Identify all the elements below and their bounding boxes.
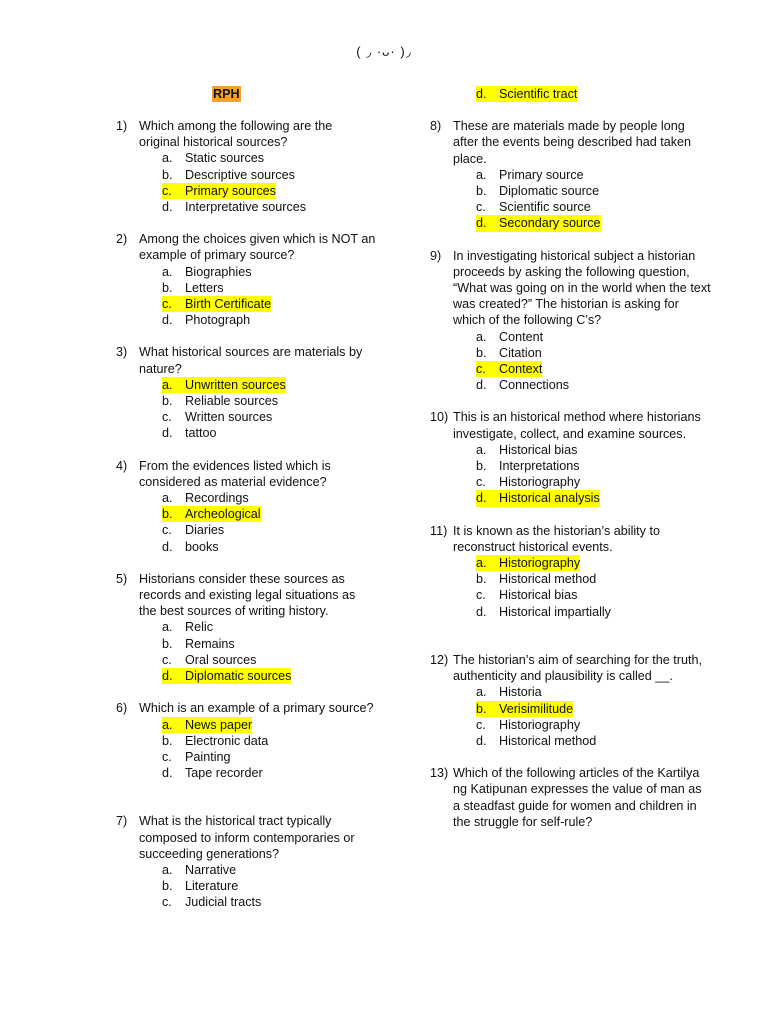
option-text: Historical bias [499,588,578,603]
answer-option [116,652,376,668]
option-letter: a. [162,862,173,877]
option-text: Content [499,329,544,344]
answer-option [430,199,712,215]
option-letter: d. [162,766,173,781]
answer-option [116,425,376,441]
question-header [116,700,376,716]
option-text: Historiography [499,556,581,571]
option-text: Historical bias [499,442,578,457]
option-text: Scientific source [499,200,591,215]
option-text: Interpretations [499,459,580,474]
option-letter: a. [476,329,487,344]
option-text: Historiography [499,475,581,490]
question-header [430,118,712,167]
question-header [430,765,712,830]
option-text: Recordings [185,491,249,506]
option-list [116,150,376,215]
question-item [430,652,712,749]
answer-option [116,264,376,280]
option-letter: d. [476,215,499,231]
question-item [116,700,376,781]
answer-option-highlighted [116,377,376,393]
option-letter: a. [476,442,487,457]
option-text: Historical impartially [499,604,611,619]
question-item [430,118,712,231]
option-text: tattoo [185,426,217,441]
answer-option [430,474,712,490]
option-letter: a. [476,167,487,182]
option-text: Scientific tract [499,87,578,101]
question-number: 13) [430,766,449,781]
option-letter: b. [476,572,487,587]
question-item [116,344,376,441]
question-item [430,523,712,620]
option-letter: a. [476,685,487,700]
option-letter: a. [162,264,173,279]
answer-option [430,684,712,700]
answer-option [116,894,376,910]
question-item [116,458,376,555]
option-letter: d. [476,733,487,748]
option-letter: d. [162,426,173,441]
option-text: Photograph [185,313,251,328]
option-text: Electronic data [185,733,269,748]
question-number: 2) [116,232,128,247]
option-letter: a. [162,717,185,733]
answer-option [116,862,376,878]
option-text: Unwritten sources [185,377,286,392]
option-letter: c. [476,475,486,490]
answer-option [116,539,376,555]
option-letter: d. [162,200,173,215]
option-text: Literature [185,879,239,894]
answer-option-highlighted [116,183,376,199]
option-list [116,264,376,329]
question-text: The historian’s aim of searching for the truth, authenticity and plausibility is called __. [453,652,702,684]
header-emoticon: ( ◞ ·ᴗ· )◞ [356,44,412,59]
answer-option [116,490,376,506]
option-letter: b. [162,636,173,651]
right-question-list [430,118,712,830]
question-number: 9) [430,248,442,263]
question-header [116,344,376,376]
question-header [116,458,376,490]
question-text: Which of the following articles of the Kartilya ng Katipunan expresses the value of man as a steadfast guide for women and children in the struggle for self-rule? [453,766,702,829]
question-header [430,248,712,329]
carryover-option [430,86,712,102]
question-header [116,571,376,620]
option-text: Written sources [185,410,273,425]
question-header [116,118,376,150]
answer-option [116,280,376,296]
option-letter: c. [162,410,172,425]
question-text: Which is an example of a primary source? [139,701,374,716]
option-letter: a. [162,377,185,393]
option-text: Relic [185,620,213,635]
answer-option-highlighted [430,490,712,506]
question-text: Among the choices given which is NOT an example of primary source? [139,232,376,263]
answer-option [430,571,712,587]
answer-option-highlighted [430,215,712,231]
question-number: 8) [430,119,442,134]
question-text: What historical sources are materials by nature? [139,345,363,376]
option-text: Reliable sources [185,394,279,409]
answer-option-highlighted [116,668,376,684]
answer-option [430,442,712,458]
option-text: Biographies [185,264,252,279]
option-text: Narrative [185,862,237,877]
answer-option [430,167,712,183]
answer-option [430,377,712,393]
answer-option [116,167,376,183]
option-text: Judicial tracts [185,895,262,910]
question-item [116,571,376,684]
option-letter: b. [162,733,173,748]
option-text: Historiography [499,717,581,732]
answer-option [430,604,712,620]
option-list [116,717,376,782]
option-letter: d. [476,86,499,102]
option-letter: d. [476,378,487,393]
question-number: 1) [116,119,128,133]
option-text: Oral sources [185,652,257,667]
option-list [116,490,376,555]
option-text: Archeological [185,507,261,522]
option-letter: d. [476,604,487,619]
answer-option-highlighted [116,717,376,733]
answer-option-highlighted [430,555,712,571]
option-list [116,619,376,684]
option-letter: a. [476,555,499,571]
option-text: Static sources [185,151,265,166]
answer-option [116,636,376,652]
option-text: Tape recorder [185,766,263,781]
question-item [430,248,712,394]
option-letter: c. [476,361,499,377]
right-column [430,86,712,846]
option-letter: c. [162,895,172,910]
option-letter: a. [162,491,173,506]
option-letter: c. [162,296,185,312]
question-text: In investigating historical subject a historian proceeds by asking the following question, “What was going on in the world when the text was created?” The historian is asking for which of the following C’s? [453,248,711,328]
section-title: RPH [213,87,240,101]
question-item [430,765,712,830]
option-text: Citation [499,345,542,360]
answer-option [430,587,712,603]
option-text: Diplomatic sources [185,669,292,684]
answer-option-highlighted [116,296,376,312]
option-text: Context [499,362,543,377]
answer-option [116,199,376,215]
answer-option [116,733,376,749]
option-text: Diaries [185,523,225,538]
question-header [430,652,712,684]
option-text: Remains [185,636,235,651]
answer-option [116,765,376,781]
option-text: Letters [185,280,224,295]
option-letter: b. [476,184,487,199]
option-list [430,555,712,620]
option-list [116,377,376,442]
answer-option [430,183,712,199]
option-letter: c. [162,652,172,667]
answer-option [116,878,376,894]
option-letter: b. [162,506,185,522]
question-text: From the evidences listed which is considered as material evidence? [139,458,331,489]
question-number: 7) [116,814,128,829]
question-header [430,523,712,555]
option-text: Descriptive sources [185,167,295,182]
option-text: Painting [185,749,231,764]
question-header [430,409,712,441]
option-text: Diplomatic source [499,184,600,199]
answer-option [430,717,712,733]
option-letter: c. [162,523,172,538]
question-header [116,231,376,263]
answer-option [430,345,712,361]
question-text: This is an historical method where historians investigate, collect, and examine sources. [453,410,701,441]
option-text: Birth Certificate [185,297,272,312]
answer-option [116,150,376,166]
option-letter: d. [162,313,173,328]
question-text: Which among the following are the original historical sources? [139,119,333,150]
option-letter: a. [162,620,173,635]
option-text: News paper [185,717,253,732]
option-text: Verisimilitude [499,701,574,716]
option-list [430,329,712,394]
option-letter: c. [476,717,486,732]
question-text: Historians consider these sources as records and existing legal situations as the best sources of writing history. [139,571,356,619]
option-letter: c. [162,749,172,764]
answer-option [116,522,376,538]
option-letter: a. [162,151,173,166]
answer-option [116,393,376,409]
option-text: Historical method [499,572,597,587]
option-letter: d. [162,668,185,684]
question-item [116,813,376,910]
option-letter: b. [162,394,173,409]
question-text: These are materials made by people long after the events being described had taken place. [453,119,692,166]
option-list [430,442,712,507]
answer-option-highlighted [430,361,712,377]
answer-option [116,409,376,425]
question-number: 11) [430,523,448,538]
option-letter: b. [162,879,173,894]
answer-option-highlighted [430,701,712,717]
answer-option [116,619,376,635]
question-number: 10) [430,410,449,425]
option-letter: b. [476,345,487,360]
question-number: 5) [116,571,128,586]
question-number: 4) [116,458,128,473]
question-item [116,118,376,215]
question-item [116,231,376,328]
left-column [116,86,376,927]
option-text: Connections [499,378,570,393]
option-letter: b. [162,280,173,295]
option-letter: d. [476,490,499,506]
option-text: Interpretative sources [185,200,307,215]
option-list [430,167,712,232]
answer-option [430,329,712,345]
answer-option-highlighted [116,506,376,522]
question-text: What is the historical tract typically composed to inform contemporaries or succeeding generations? [139,814,355,861]
option-text: Historical method [499,733,597,748]
answer-option [430,733,712,749]
option-text: books [185,539,219,554]
answer-option [116,749,376,765]
option-text: Historia [499,685,542,700]
option-letter: d. [162,539,173,554]
answer-option [116,312,376,328]
question-text: It is known as the historian’s ability to reconstruct historical events. [453,523,660,554]
option-letter: c. [476,588,486,603]
option-text: Primary source [499,167,584,182]
question-number: 12) [430,652,449,667]
question-number: 3) [116,345,128,360]
option-letter: b. [162,167,173,182]
question-item [430,409,712,506]
question-number: 6) [116,701,128,716]
question-header [116,813,376,862]
option-text: Secondary source [499,216,601,231]
option-text: Primary sources [185,183,276,198]
option-letter: c. [476,200,486,215]
option-text: Historical analysis [499,491,600,506]
left-question-list [116,118,376,911]
answer-option [430,458,712,474]
option-letter: b. [476,701,499,717]
option-letter: b. [476,459,487,474]
option-letter: c. [162,183,185,199]
option-list [116,862,376,911]
option-list [430,684,712,749]
